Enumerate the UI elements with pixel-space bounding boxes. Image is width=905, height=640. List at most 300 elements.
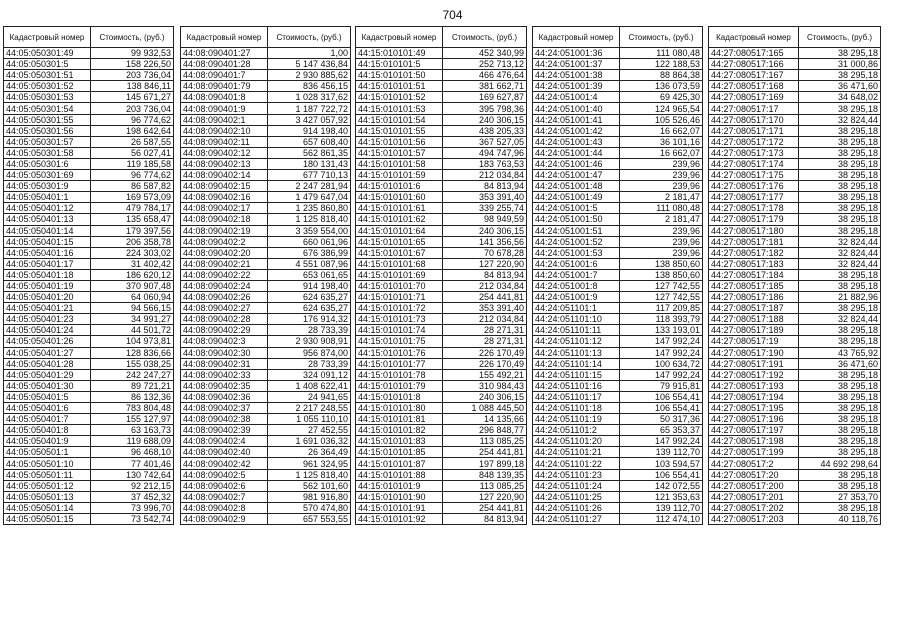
cadastral-number-cell: 44:05:050401:29: [4, 369, 91, 380]
cadastral-number-cell: 44:15:010101:75: [356, 336, 443, 347]
table-row: [356, 358, 527, 369]
cadastral-number-cell: 44:27:080517:203: [709, 513, 799, 524]
cadastral-number-cell: 44:05:050501:13: [4, 491, 91, 502]
table-row: [4, 70, 174, 81]
cadastral-number-cell: 44:27:080517:175: [709, 170, 799, 181]
cadastral-number-cell: 44:08:090402:27: [181, 303, 268, 314]
table-row: [709, 258, 881, 269]
table-row: [4, 491, 174, 502]
table-row: [356, 158, 527, 169]
cadastral-number-cell: 44:08:090402:26: [181, 292, 268, 303]
cost-cell: 92 212,15: [91, 480, 174, 491]
cost-cell: 96 774,62: [91, 114, 174, 125]
cadastral-number-cell: 44:15:010101:69: [356, 269, 443, 280]
cadastral-number-cell: 44:27:080517:191: [709, 358, 799, 369]
table-row: [4, 136, 174, 147]
cost-cell: 36 101,16: [620, 136, 703, 147]
table-row: [709, 314, 881, 325]
cadastral-number-cell: 44:08:090402:20: [181, 247, 268, 258]
cadastral-number-cell: 44:24:051001:4: [533, 92, 620, 103]
table-row: [533, 59, 703, 70]
table-row: [4, 314, 174, 325]
table-row: [4, 225, 174, 236]
table-row: [709, 458, 881, 469]
cost-cell: 128 836,66: [91, 347, 174, 358]
table-row: [356, 225, 527, 236]
table-row: [533, 269, 703, 280]
cost-cell: 2 181,47: [620, 192, 703, 203]
cost-cell: 38 295,18: [799, 480, 881, 491]
cadastral-number-cell: 44:15:010101:62: [356, 214, 443, 225]
cadastral-number-cell: 44:15:010101:51: [356, 81, 443, 92]
cadastral-number-cell: 44:24:051001:41: [533, 114, 620, 125]
table-row: [4, 403, 174, 414]
table-row: [709, 236, 881, 247]
cadastral-number-cell: 44:08:090402:13: [181, 158, 268, 169]
table-row: [4, 369, 174, 380]
cost-cell: 43 765,92: [799, 347, 881, 358]
table-row: [533, 70, 703, 81]
cadastral-number-cell: 44:08:090402:22: [181, 269, 268, 280]
table-row: [4, 480, 174, 491]
cadastral-number-cell: 44:27:080517:201: [709, 491, 799, 502]
cost-cell: 212 034,84: [443, 314, 527, 325]
cost-cell: 961 324,95: [268, 458, 351, 469]
table-row: [181, 103, 351, 114]
cadastral-number-cell: 44:15:010101:78: [356, 369, 443, 380]
table-row: [709, 425, 881, 436]
cadastral-number-cell: 44:08:090402:12: [181, 147, 268, 158]
cadastral-number-cell: 44:27:080517:202: [709, 502, 799, 513]
cadastral-number-cell: 44:27:080517:200: [709, 480, 799, 491]
cadastral-number-cell: 44:27:080517:167: [709, 70, 799, 81]
cost-cell: 38 295,18: [799, 403, 881, 414]
cadastral-number-cell: 44:24:051001:43: [533, 136, 620, 147]
table-row: [181, 502, 351, 513]
cost-cell: 32 824,44: [799, 114, 881, 125]
cadastral-number-cell: 44:15:010101:61: [356, 203, 443, 214]
cadastral-number-cell: 44:15:010101:50: [356, 70, 443, 81]
cost-cell: 226 170,49: [443, 358, 527, 369]
cost-cell: 2 247 281,94: [268, 181, 351, 192]
cost-cell: 73 996,70: [91, 502, 174, 513]
table-row: [181, 414, 351, 425]
table-row: [533, 447, 703, 458]
cadastral-number-cell: 44:27:080517:20: [709, 469, 799, 480]
cost-cell: 310 984,43: [443, 380, 527, 391]
table-row: [533, 469, 703, 480]
table-row: [181, 303, 351, 314]
table-row: [709, 247, 881, 258]
table-row: [533, 391, 703, 402]
cadastral-number-cell: 44:08:090402:30: [181, 347, 268, 358]
table-row: [533, 136, 703, 147]
cost-cell: 99 932,53: [91, 48, 174, 59]
table-row: [4, 436, 174, 447]
table-row: [181, 469, 351, 480]
table-row: [356, 181, 527, 192]
cadastral-number-cell: 44:08:090402:10: [181, 125, 268, 136]
cost-cell: 31 402,42: [91, 258, 174, 269]
cost-cell: 24 941,65: [268, 391, 351, 402]
table-row: [4, 513, 174, 524]
table-row: [4, 502, 174, 513]
cost-cell: 657 608,40: [268, 136, 351, 147]
cost-cell: 239,96: [620, 225, 703, 236]
cadastral-number-cell: 44:05:050301:56: [4, 125, 91, 136]
table-row: [709, 203, 881, 214]
cadastral-number-cell: 44:24:051101:26: [533, 502, 620, 513]
table-row: [533, 369, 703, 380]
cadastral-number-cell: 44:05:050501:14: [4, 502, 91, 513]
cadastral-table-4: [532, 26, 703, 525]
cost-cell: 239,96: [620, 181, 703, 192]
table-row: [4, 81, 174, 92]
cost-cell: 38 295,18: [799, 269, 881, 280]
cost-cell: 119 185,58: [91, 158, 174, 169]
cost-cell: 239,96: [620, 158, 703, 169]
table-row: [533, 280, 703, 291]
table-row: [533, 258, 703, 269]
cadastral-number-cell: 44:24:051001:47: [533, 170, 620, 181]
cadastral-number-cell: 44:24:051001:53: [533, 247, 620, 258]
cost-cell: 179 397,56: [91, 225, 174, 236]
table-row: [533, 380, 703, 391]
cost-cell: 94 566,15: [91, 303, 174, 314]
table-row: [533, 192, 703, 203]
table-row: [356, 203, 527, 214]
cadastral-number-cell: 44:24:051101:2: [533, 425, 620, 436]
cadastral-number-header: Кадастровый номер: [356, 27, 443, 48]
cost-cell: 1 235 860,80: [268, 203, 351, 214]
cost-cell: 38 295,18: [799, 380, 881, 391]
cost-cell: 183 763,53: [443, 158, 527, 169]
table-row: [533, 125, 703, 136]
cost-cell: 1 408 622,41: [268, 380, 351, 391]
cost-cell: 139 112,70: [620, 447, 703, 458]
cadastral-number-cell: 44:08:090402:15: [181, 181, 268, 192]
cadastral-number-cell: 44:05:050401:28: [4, 358, 91, 369]
table-row: [533, 225, 703, 236]
cadastral-number-cell: 44:15:010101:92: [356, 513, 443, 524]
cadastral-number-cell: 44:15:010101:90: [356, 491, 443, 502]
table-row: [4, 258, 174, 269]
cost-cell: 657 553,55: [268, 513, 351, 524]
cost-cell: 36 471,60: [799, 81, 881, 92]
table-row: [533, 480, 703, 491]
cadastral-number-cell: 44:27:080517:173: [709, 147, 799, 158]
cost-cell: 242 247,27: [91, 369, 174, 380]
cadastral-number-cell: 44:08:090402:37: [181, 403, 268, 414]
cost-cell: 38 295,18: [799, 369, 881, 380]
table-row: [4, 269, 174, 280]
cost-cell: 1 088 445,50: [443, 403, 527, 414]
cadastral-number-cell: 44:08:090402:39: [181, 425, 268, 436]
cadastral-number-cell: 44:08:090402:35: [181, 380, 268, 391]
cadastral-number-cell: 44:27:080517:166: [709, 59, 799, 70]
cost-cell: 106 554,41: [620, 403, 703, 414]
cost-cell: 84 813,94: [443, 181, 527, 192]
cadastral-number-cell: 44:24:051001:36: [533, 48, 620, 59]
cadastral-number-cell: 44:05:050301:49: [4, 48, 91, 59]
cadastral-number-cell: 44:05:050501:11: [4, 469, 91, 480]
table-row: [4, 158, 174, 169]
table-row: [4, 358, 174, 369]
cadastral-number-cell: 44:24:051101:12: [533, 336, 620, 347]
cadastral-number-cell: 44:08:090402:5: [181, 469, 268, 480]
cost-cell: 38 295,18: [799, 103, 881, 114]
cost-cell: 155 492,21: [443, 369, 527, 380]
table-row: [533, 513, 703, 524]
cost-cell: 1 125 818,40: [268, 469, 351, 480]
cost-cell: 127 220,90: [443, 491, 527, 502]
cost-cell: 370 907,48: [91, 280, 174, 291]
cost-cell: 37 452,32: [91, 491, 174, 502]
table-row: [4, 214, 174, 225]
table-row: [4, 181, 174, 192]
cost-cell: 119 688,09: [91, 436, 174, 447]
cadastral-number-cell: 44:27:080517:171: [709, 125, 799, 136]
cost-cell: 38 295,18: [799, 425, 881, 436]
cadastral-number-cell: 44:05:050301:57: [4, 136, 91, 147]
cost-cell: 145 671,27: [91, 92, 174, 103]
cost-cell: 570 474,80: [268, 502, 351, 513]
table-row: [356, 103, 527, 114]
cadastral-number-cell: 44:08:090401:8: [181, 92, 268, 103]
cost-cell: 63 163,73: [91, 425, 174, 436]
cost-cell: 147 992,24: [620, 369, 703, 380]
cadastral-number-header: Кадастровый номер: [709, 27, 799, 48]
table-row: [356, 314, 527, 325]
cadastral-number-cell: 44:05:050401:18: [4, 269, 91, 280]
cost-cell: 624 635,27: [268, 303, 351, 314]
cadastral-number-cell: 44:24:051101:11: [533, 325, 620, 336]
cost-cell: 324 091,12: [268, 369, 351, 380]
cost-cell: 155 127,97: [91, 414, 174, 425]
cost-cell: 32 824,44: [799, 314, 881, 325]
cadastral-number-cell: 44:05:050501:15: [4, 513, 91, 524]
cadastral-number-cell: 44:15:010101:77: [356, 358, 443, 369]
cadastral-number-cell: 44:27:080517:186: [709, 292, 799, 303]
cost-cell: 84 813,94: [443, 513, 527, 524]
cost-cell: 38 295,18: [799, 70, 881, 81]
table-row: [181, 458, 351, 469]
cost-cell: 169 573,09: [91, 192, 174, 203]
table-row: [709, 103, 881, 114]
cadastral-number-cell: 44:15:010101:64: [356, 225, 443, 236]
table-row: [533, 292, 703, 303]
table-row: [709, 513, 881, 524]
cost-cell: 38 295,18: [799, 203, 881, 214]
cost-header: Стоимость, (руб.): [443, 27, 527, 48]
table-row: [356, 114, 527, 125]
table-row: [181, 214, 351, 225]
cadastral-number-cell: 44:15:010101:82: [356, 425, 443, 436]
cadastral-number-cell: 44:15:010101:53: [356, 103, 443, 114]
cadastral-number-cell: 44:27:080517:165: [709, 48, 799, 59]
cadastral-number-cell: 44:15:010101:67: [356, 247, 443, 258]
cadastral-number-header: Кадастровый номер: [4, 27, 91, 48]
cost-cell: 127 220,90: [443, 258, 527, 269]
table-row: [4, 380, 174, 391]
table-row: [356, 513, 527, 524]
cadastral-number-cell: 44:27:080517:19: [709, 336, 799, 347]
cost-cell: 32 824,44: [799, 247, 881, 258]
cost-cell: 38 295,18: [799, 214, 881, 225]
table-row: [356, 236, 527, 247]
cadastral-number-cell: 44:05:050401:5: [4, 391, 91, 402]
cost-cell: 147 992,24: [620, 436, 703, 447]
cost-cell: 73 542,74: [91, 513, 174, 524]
cost-cell: 562 861,35: [268, 147, 351, 158]
table-row: [181, 380, 351, 391]
cost-cell: 2 181,47: [620, 214, 703, 225]
cadastral-number-cell: 44:05:050301:52: [4, 81, 91, 92]
cadastral-number-header: Кадастровый номер: [181, 27, 268, 48]
cadastral-number-cell: 44:08:090401:9: [181, 103, 268, 114]
cost-cell: 26 364,49: [268, 447, 351, 458]
cost-cell: 127 742,55: [620, 280, 703, 291]
cost-cell: 169 627,87: [443, 92, 527, 103]
cadastral-number-cell: 44:08:090402:33: [181, 369, 268, 380]
cost-cell: 254 441,81: [443, 447, 527, 458]
cost-cell: 98 949,59: [443, 214, 527, 225]
table-row: [533, 214, 703, 225]
table-row: [533, 247, 703, 258]
cadastral-number-cell: 44:24:051101:10: [533, 314, 620, 325]
cost-cell: 70 678,28: [443, 247, 527, 258]
cost-cell: 106 554,41: [620, 391, 703, 402]
cadastral-number-cell: 44:15:010101:83: [356, 436, 443, 447]
cost-cell: 1 055 110,10: [268, 414, 351, 425]
table-row: [709, 81, 881, 92]
cadastral-number-cell: 44:08:090402:14: [181, 170, 268, 181]
cadastral-number-cell: 44:27:080517:188: [709, 314, 799, 325]
cost-cell: 494 747,96: [443, 147, 527, 158]
cost-cell: 38 295,18: [799, 125, 881, 136]
cadastral-number-cell: 44:24:051101:17: [533, 391, 620, 402]
cadastral-number-cell: 44:24:051101:13: [533, 347, 620, 358]
table-row: [356, 92, 527, 103]
cost-cell: 339 255,74: [443, 203, 527, 214]
table-row: [181, 203, 351, 214]
table-header: [181, 27, 351, 48]
table-row: [709, 158, 881, 169]
cost-cell: 676 386,99: [268, 247, 351, 258]
cost-cell: 158 226,50: [91, 59, 174, 70]
cost-cell: 212 034,84: [443, 170, 527, 181]
cost-cell: 240 306,15: [443, 114, 527, 125]
cost-cell: 138 850,60: [620, 269, 703, 280]
cadastral-number-cell: 44:24:051101:18: [533, 403, 620, 414]
table-row: [181, 70, 351, 81]
cost-header: Стоимость, (руб.): [91, 27, 174, 48]
cadastral-number-cell: 44:05:050401:23: [4, 314, 91, 325]
cadastral-number-cell: 44:15:010101:87: [356, 458, 443, 469]
cost-cell: 79 915,81: [620, 380, 703, 391]
cost-cell: 848 139,35: [443, 469, 527, 480]
cadastral-number-cell: 44:05:050401:17: [4, 258, 91, 269]
table-row: [356, 502, 527, 513]
cadastral-number-cell: 44:27:080517:170: [709, 114, 799, 125]
table-row: [4, 336, 174, 347]
table-row: [356, 81, 527, 92]
table-row: [181, 325, 351, 336]
cost-cell: 44 692 298,64: [799, 458, 881, 469]
cost-cell: 121 353,63: [620, 491, 703, 502]
table-row: [356, 491, 527, 502]
table-row: [356, 70, 527, 81]
table-row: [356, 403, 527, 414]
cadastral-number-cell: 44:15:010101:65: [356, 236, 443, 247]
cadastral-number-cell: 44:08:090401:7: [181, 70, 268, 81]
table-row: [181, 81, 351, 92]
table-row: [709, 303, 881, 314]
cadastral-number-cell: 44:15:010101:52: [356, 92, 443, 103]
cost-cell: 438 205,33: [443, 125, 527, 136]
table-row: [4, 192, 174, 203]
table-row: [356, 458, 527, 469]
cost-cell: 36 471,60: [799, 358, 881, 369]
cadastral-number-cell: 44:05:050401:14: [4, 225, 91, 236]
cost-cell: 198 642,64: [91, 125, 174, 136]
table-row: [4, 347, 174, 358]
cost-cell: 113 085,25: [443, 436, 527, 447]
cost-cell: 69 425,30: [620, 92, 703, 103]
table-row: [356, 258, 527, 269]
table-row: [181, 181, 351, 192]
cadastral-number-cell: 44:27:080517:174: [709, 158, 799, 169]
table-row: [709, 347, 881, 358]
cadastral-number-cell: 44:27:080517:192: [709, 369, 799, 380]
cadastral-number-cell: 44:05:050401:1: [4, 192, 91, 203]
cost-cell: 103 594,57: [620, 458, 703, 469]
table-row: [181, 491, 351, 502]
cadastral-number-cell: 44:24:051001:51: [533, 225, 620, 236]
cadastral-number-cell: 44:15:010101:85: [356, 447, 443, 458]
table-row: [356, 48, 527, 59]
cadastral-number-header: Кадастровый номер: [533, 27, 620, 48]
table-row: [709, 336, 881, 347]
table-row: [533, 336, 703, 347]
cadastral-number-cell: 44:24:051001:5: [533, 203, 620, 214]
cadastral-number-cell: 44:27:080517:199: [709, 447, 799, 458]
table-row: [533, 502, 703, 513]
table-row: [181, 403, 351, 414]
cost-cell: 240 306,15: [443, 391, 527, 402]
cadastral-number-cell: 44:24:051001:50: [533, 214, 620, 225]
cadastral-number-cell: 44:05:050301:53: [4, 92, 91, 103]
cadastral-number-cell: 44:08:090402:11: [181, 136, 268, 147]
cost-cell: 111 080,48: [620, 48, 703, 59]
table-row: [181, 59, 351, 70]
cadastral-number-cell: 44:05:050401:12: [4, 203, 91, 214]
table-header: [356, 27, 527, 48]
cadastral-number-cell: 44:15:010101:81: [356, 414, 443, 425]
table-row: [533, 403, 703, 414]
table-row: [181, 425, 351, 436]
cost-cell: 122 188,53: [620, 59, 703, 70]
cadastral-number-cell: 44:15:010101:59: [356, 170, 443, 181]
cadastral-number-cell: 44:27:080517:176: [709, 181, 799, 192]
cadastral-number-cell: 44:05:050301:9: [4, 181, 91, 192]
cost-cell: 26 587,55: [91, 136, 174, 147]
table-row: [356, 125, 527, 136]
cadastral-number-cell: 44:08:090402:31: [181, 358, 268, 369]
table-row: [533, 425, 703, 436]
cost-cell: 783 804,48: [91, 403, 174, 414]
cadastral-number-cell: 44:08:090401:27: [181, 48, 268, 59]
